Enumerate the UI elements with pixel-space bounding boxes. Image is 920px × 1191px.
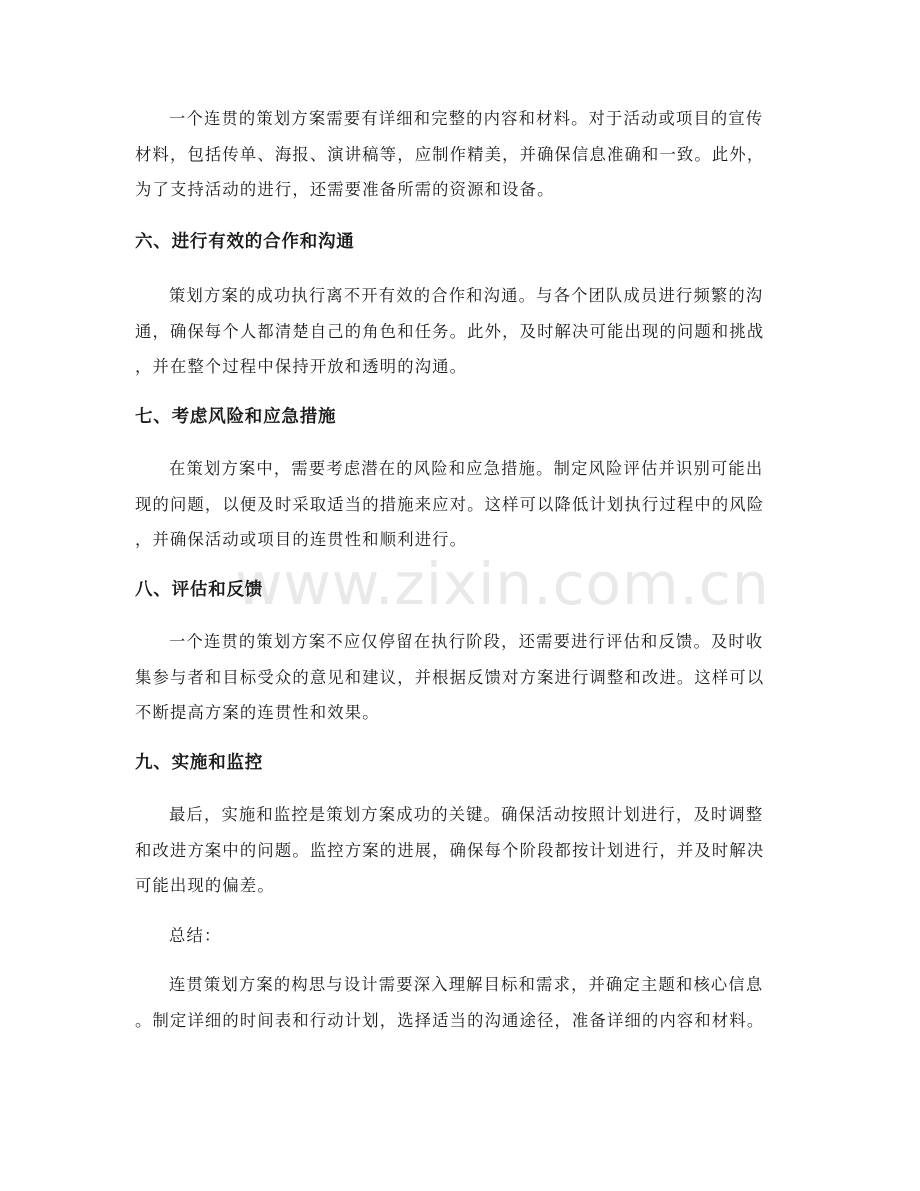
paragraph-line: 可能出现的偏差。 xyxy=(135,876,275,895)
paragraph-line: 在策划方案中，需要考虑潜在的风险和应急措施。制定风险评估并识别可能出 xyxy=(169,459,764,478)
paragraph-line: 和改进方案中的问题。监控方案的进展，确保每个阶段都按计划进行，并及时解决 xyxy=(135,840,765,860)
paragraph-line: ，并确保活动或项目的连贯性和顺利进行。 xyxy=(135,530,468,549)
paragraph-line: 连贯策划方案的构思与设计需要深入理解目标和需求，并确定主题和核心信息 xyxy=(169,975,764,994)
paragraph-line: 通，确保每个人都清楚自己的角色和任务。此外，及时解决可能出现的问题和挑战 xyxy=(135,321,765,341)
paragraph-line: 最后，实施和监控是策划方案成功的关键。确保活动按照计划进行，及时调整 xyxy=(169,805,764,824)
paragraph-line: 材料，包括传单、海报、演讲稿等，应制作精美，并确保信息准确和一致。此外， xyxy=(135,144,765,164)
intro-paragraph xyxy=(135,101,785,208)
summary-label-text: 总结： xyxy=(169,926,222,945)
watermark: www.zixin.com.cn xyxy=(235,550,770,618)
section-6-paragraph xyxy=(135,278,785,385)
section-9-paragraph xyxy=(135,797,785,904)
section-heading-9: 九、实施和监控 xyxy=(135,753,264,773)
paragraph-line: ，并在整个过程中保持开放和透明的沟通。 xyxy=(135,357,468,376)
paragraph-line: 一个连贯的策划方案不应仅停留在执行阶段，还需要进行评估和反馈。及时收 xyxy=(169,632,764,651)
paragraph-line: 一个连贯的策划方案需要有详细和完整的内容和材料。对于活动或项目的宣传 xyxy=(169,109,764,128)
paragraph-line: 集参与者和目标受众的意见和建议，并根据反馈对方案进行调整和改进。这样可以 xyxy=(135,667,765,687)
paragraph-line: 。制定详细的时间表和行动计划，选择适当的沟通途径，准备详细的内容和材料。 xyxy=(135,1010,765,1030)
summary-paragraph xyxy=(135,967,785,1038)
paragraph-line: 为了支持活动的进行，还需要准备所需的资源和设备。 xyxy=(135,180,555,199)
summary-label xyxy=(135,918,785,954)
section-8-paragraph xyxy=(135,624,785,731)
section-heading-6: 六、进行有效的合作和沟通 xyxy=(135,232,355,252)
section-heading-7: 七、考虑风险和应急措施 xyxy=(135,407,337,427)
paragraph-line: 现的问题，以便及时采取适当的措施来应对。这样可以降低计划执行过程中的风险 xyxy=(135,494,765,514)
paragraph-line: 不断提高方案的连贯性和效果。 xyxy=(135,703,380,722)
section-7-paragraph xyxy=(135,451,785,558)
paragraph-line: 策划方案的成功执行离不开有效的合作和沟通。与各个团队成员进行频繁的沟 xyxy=(169,286,764,305)
section-heading-8: 八、评估和反馈 xyxy=(135,580,264,600)
